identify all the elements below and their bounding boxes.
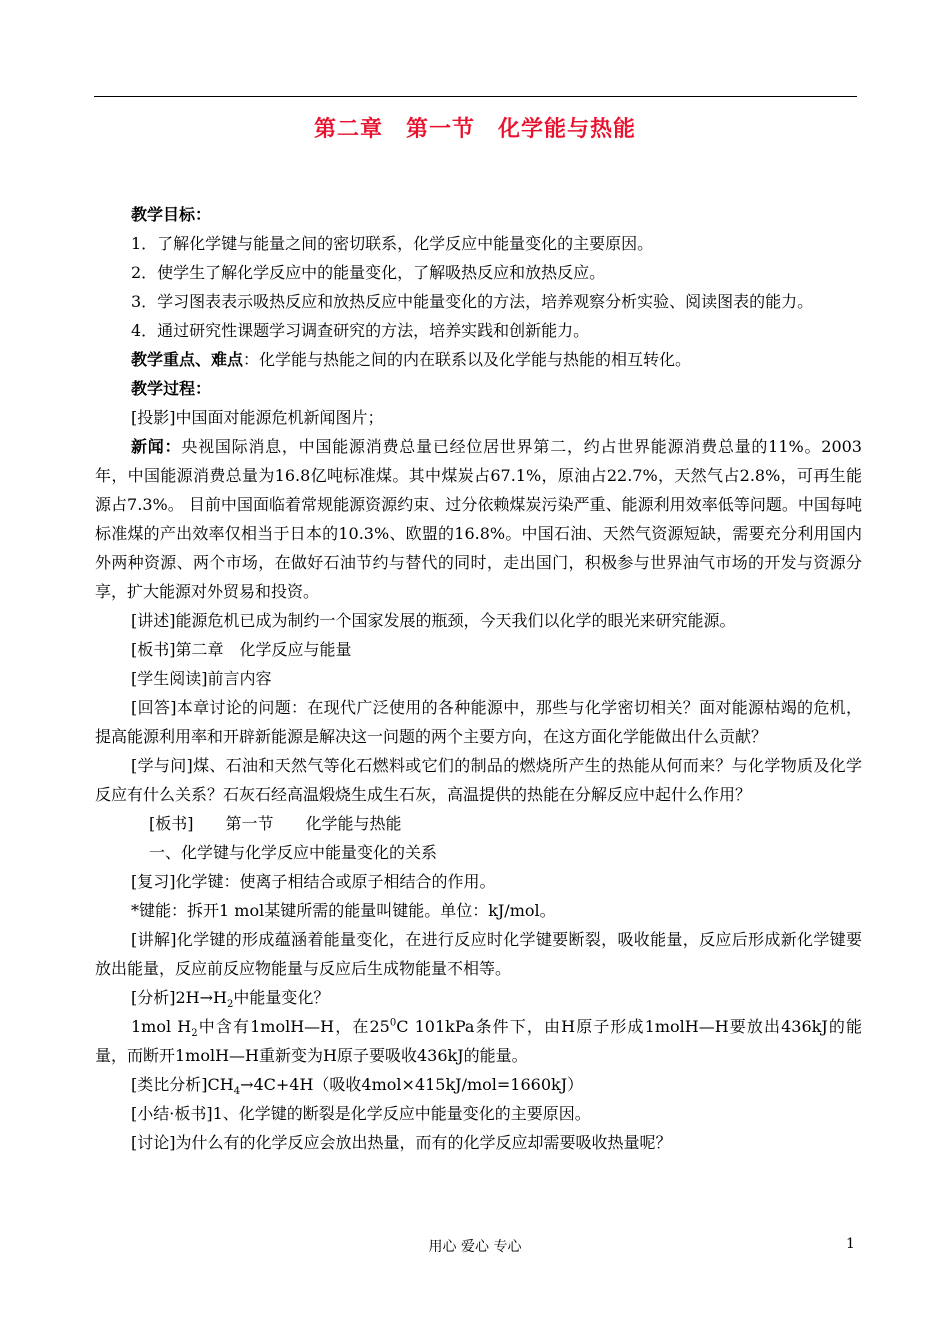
board-note: [板书] 第一节 化学能与热能 — [149, 814, 402, 833]
page-number: 1 — [846, 1236, 855, 1252]
discussion-note: [讨论]为什么有的化学反应会放出热量，而有的化学反应却需要吸收热量呢？ — [131, 1133, 672, 1152]
answer-paragraph: [回答]本章讨论的问题：在现代广泛使用的各种能源中，那些与化学密切相关？面对能源枯竭的危机，提高能源利用率和开辟新能源是解决这一问题的两个主要方向，在这方面化学能做出什么贡献？ — [95, 698, 862, 746]
h2-text: 1mol H — [131, 1017, 192, 1036]
key-points-text: ：化学能与热能之间的内在联系以及化学能与热能的相互转化。 — [243, 350, 692, 369]
subscript: 4 — [233, 1086, 241, 1098]
objective-item: 4．通过研究性课题学习调查研究的方法，培养实践和创新能力。 — [131, 321, 590, 340]
summary-note: [小结·板书]1、化学键的断裂是化学反应中能量变化的主要原因。 — [131, 1104, 591, 1123]
bond-energy-note: *键能：拆开1 mol某键所需的能量叫键能。单位：kJ/mol。 — [131, 901, 556, 920]
subscript: 2 — [191, 1028, 198, 1040]
superscript: 0 — [389, 1017, 397, 1029]
news-text: 央视国际消息，中国能源消费总量已经位居世界第二，约占世界能源消费总量的11%。2003年，中国能源消费总量为16.8亿吨标准煤。其中煤炭占67.1%，原油占22.7%，天然气占2.8%，可再生能源占7.3%。 目前中国面临着常规能源资源约束、过分依赖煤炭污染严重、能源利用效率低等问题。中国每吨标准煤的产出效率仅相当于日本的10.3%、欧盟的16.8%。中国石油、天然气资源短缺，需要充分利用国内外两种资源、两个市场，在做好石油节约与替代的同时，走出国门，积极参与世界油气市场的开发与资源分享，扩大能源对外贸易和投资。 — [95, 437, 862, 601]
key-points-label: 教学重点、难点 — [131, 350, 244, 369]
review-note: [复习]化学键：使离子相结合或原子相结合的作用。 — [131, 872, 496, 891]
news-label: 新闻： — [131, 437, 182, 456]
learn-ask-paragraph: [学与问]煤、石油和天然气等化石燃料或它们的制品的燃烧所产生的热能从何而来？与化学物质及化学反应有什么关系？石灰石经高温煅烧生成生石灰，高温提供的热能在分解反应中起什么作用？ — [95, 756, 862, 804]
analysis-text: 中能量变化？ — [233, 988, 330, 1007]
reading-note: [学生阅读]前言内容 — [131, 669, 272, 688]
news-paragraph — [95, 432, 862, 606]
document-body — [95, 200, 862, 1157]
projection-note: [投影]中国面对能源危机新闻图片； — [131, 408, 384, 427]
analysis-text: [分析]2H→H — [131, 988, 227, 1007]
analogy-note — [95, 1070, 862, 1099]
subscript: 2 — [226, 999, 234, 1011]
key-points — [95, 345, 862, 374]
objective-item: 3．学习图表表示吸热反应和放热反应中能量变化的方法，培养观察分析实验、阅读图表的能力。 — [131, 292, 814, 311]
process-heading: 教学过程： — [131, 379, 212, 398]
header-rule — [94, 96, 857, 97]
objective-item: 2．使学生了解化学反应中的能量变化，了解吸热反应和放热反应。 — [131, 263, 606, 282]
footer-motto: 用心 爱心 专心 — [428, 1239, 522, 1255]
lecture-paragraph: [讲解]化学键的形成蕴涵着能量变化，在进行反应时化学键要断裂，吸收能量，反应后形成新化学键要放出能量，反应前反应物能量与反应后生成物能量不相等。 — [95, 930, 862, 978]
objective-item: 1．了解化学键与能量之间的密切联系，化学反应中能量变化的主要原因。 — [131, 234, 654, 253]
page-title: 第二章 第一节 化学能与热能 — [313, 117, 636, 142]
h2-text: C 101kPa条件下，由H原子形成1molH—H要放出436kJ的能量，而断开1molH—H重新变为H原子要吸收436kJ的能量。 — [95, 1017, 863, 1065]
analogy-text: →4C+4H（吸收4mol×415kJ/mol=1660kJ） — [240, 1075, 584, 1094]
lecture-paragraph: [讲述]能源危机已成为制约一个国家发展的瓶颈，今天我们以化学的眼光来研究能源。 — [131, 611, 736, 630]
h2-text: 中含有1molH—H，在25 — [197, 1017, 390, 1036]
objectives-heading: 教学目标： — [131, 205, 212, 224]
section-heading: 一、化学键与化学反应中能量变化的关系 — [149, 843, 438, 862]
analysis-note — [95, 983, 862, 1012]
h2-paragraph — [95, 1012, 862, 1070]
analogy-text: [类比分析]CH — [131, 1075, 234, 1094]
board-note: [板书]第二章 化学反应与能量 — [131, 640, 352, 659]
